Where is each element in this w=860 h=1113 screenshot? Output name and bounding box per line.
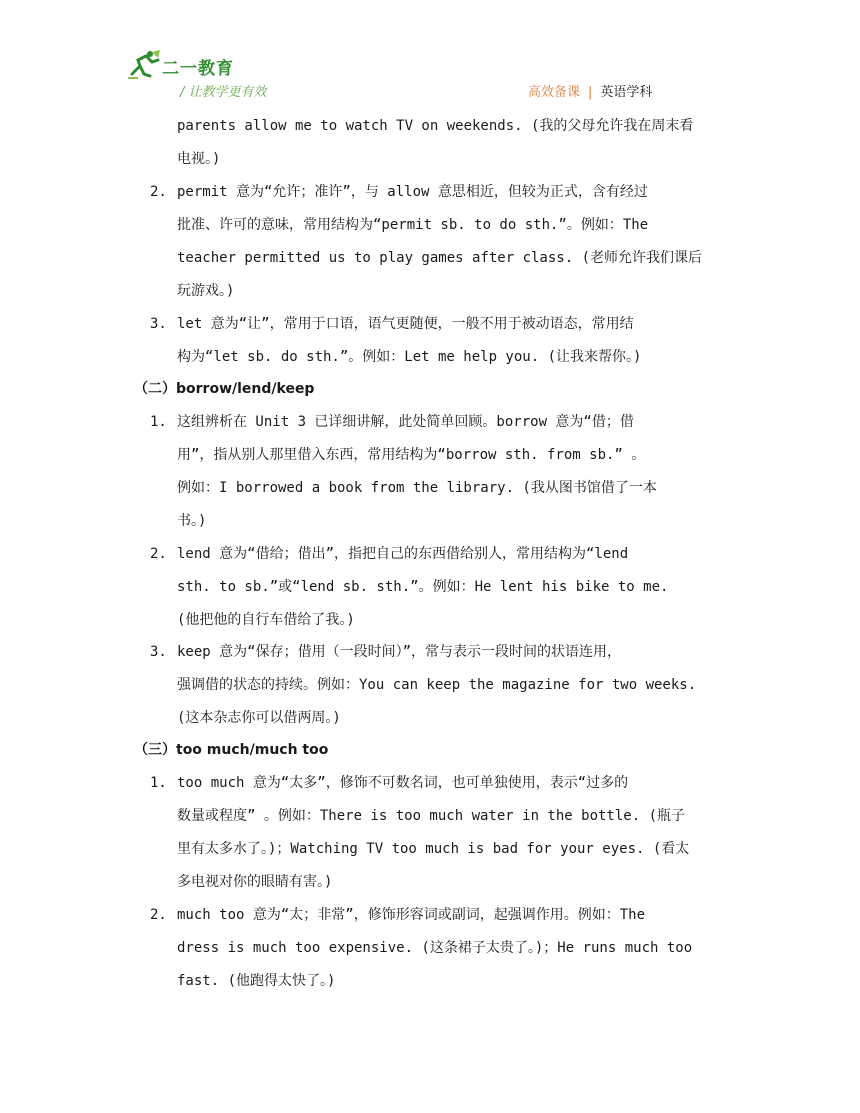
text-line: (这本杂志你可以借两周。) xyxy=(177,710,341,726)
slogan: / 让教学更有效 xyxy=(180,85,267,100)
text-line: (他把他的自行车借给了我。) xyxy=(177,612,355,628)
header-subject xyxy=(528,81,652,100)
text-line: too much 意为“太多”，修饰不可数名词，也可单独使用，表示“过多的 xyxy=(177,775,629,791)
text-line: sth. to sb.”或“lend sb. sth.”。例如：He lent his bike to me. xyxy=(177,579,669,595)
text-line: keep 意为“保存；借用（一段时间）”，常与表示一段时间的状语连用， xyxy=(177,644,621,660)
text-line: 批准、许可的意味，常用结构为“permit sb. to do sth.”。例如：The xyxy=(177,217,649,233)
text-line: permit 意为“允许；准许”，与 allow 意思相近，但较为正式，含有经过 xyxy=(177,184,648,200)
text-line: 电视。) xyxy=(177,151,221,167)
section-heading: （二）borrow/lend/keep xyxy=(134,381,315,397)
text-line: 玩游戏。) xyxy=(177,283,235,299)
text-line: 强调借的状态的持续。例如：You can keep the magazine for two weeks. xyxy=(177,677,697,693)
text-line: 里有太多水了。)；Watching TV too much is bad for your eyes. (看太 xyxy=(177,841,690,857)
brand-logo xyxy=(128,50,238,80)
list-number: 2. xyxy=(150,184,167,200)
text-line: much too 意为“太；非常”，修饰形容词或副词，起强调作用。例如：The xyxy=(177,907,646,923)
list-number: 3. xyxy=(150,644,167,660)
header-highlight: 高效备课 xyxy=(528,85,581,100)
text-line: 书。) xyxy=(177,513,207,529)
list-number: 1. xyxy=(150,414,167,430)
logo-text: 二一教育 xyxy=(162,59,234,79)
text-line: 例如：I borrowed a book from the library. (我从图书馆借了一本 xyxy=(177,480,657,496)
text-line: lend 意为“借给；借出”，指把自己的东西借给别人，常用结构为“lend xyxy=(177,546,629,562)
text-line: 构为“let sb. do sth.”。例如：Let me help you. (让我来帮你。) xyxy=(177,349,642,365)
text-line: fast. (他跑得太快了。) xyxy=(177,973,336,989)
runner-logo-icon xyxy=(128,50,162,80)
header-subject-label: 英语学科 xyxy=(600,85,653,100)
header-separator: | xyxy=(588,85,593,100)
text-line: 用”，指从别人那里借入东西，常用结构为“borrow sth. from sb.” 。 xyxy=(177,447,646,463)
text-line: 数量或程度” 。例如：There is too much water in the bottle. (瓶子 xyxy=(177,808,686,824)
list-number: 2. xyxy=(150,907,167,923)
page-header xyxy=(0,0,860,110)
text-line: parents allow me to watch TV on weekends. (我的父母允许我在周末看 xyxy=(177,118,694,134)
text-line: teacher permitted us to play games after class. (老师允许我们课后 xyxy=(177,250,703,266)
list-number: 3. xyxy=(150,316,167,332)
text-line: let 意为“让”，常用于口语，语气更随便，一般不用于被动语态，常用结 xyxy=(177,316,634,332)
text-line: 多电视对你的眼睛有害。) xyxy=(177,874,333,890)
list-number: 2. xyxy=(150,546,167,562)
section-heading: （三）too much/much too xyxy=(134,742,329,758)
text-line: dress is much too expensive. (这条裙子太贵了。)；He runs much too xyxy=(177,940,693,956)
list-number: 1. xyxy=(150,775,167,791)
text-line: 这组辨析在 Unit 3 已详细讲解，此处简单回顾。borrow 意为“借；借 xyxy=(177,414,634,430)
